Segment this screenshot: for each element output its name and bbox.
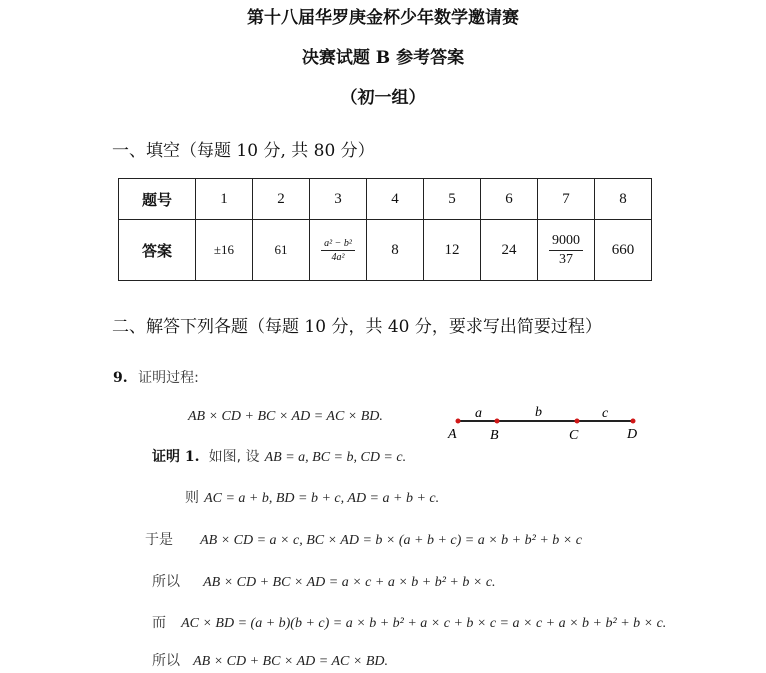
fraction-numerator: a² − b² [321, 238, 355, 251]
answer-1: ±16 [196, 220, 253, 281]
answer-6: 24 [481, 220, 538, 281]
question-number: 3 [310, 179, 367, 220]
proof-math: AC × BD = (a + b)(b + c) = a × b + b² + a × c + b × c = a × c + a × b + b² + b × c. [181, 616, 667, 631]
proof-math: AB × CD + BC × AD = a × c + a × b + b² + b × c. [203, 575, 496, 590]
problem-number: 9. [113, 370, 128, 386]
segment-label-c: c [602, 406, 609, 421]
table-row [119, 220, 652, 281]
proof-line-4 [152, 571, 496, 591]
proof-word: 于是 [145, 532, 173, 548]
question-number: 7 [538, 179, 595, 220]
answer-2: 61 [253, 220, 310, 281]
proof-line-1 [152, 446, 406, 466]
point-label-d: D [627, 427, 638, 442]
point-c [575, 419, 580, 424]
proof-line-3 [145, 529, 582, 549]
proof-text: 如图, 设 [208, 449, 260, 465]
proof-label: 证明 1. [152, 449, 200, 465]
point-d [631, 419, 636, 424]
answer-table [118, 178, 652, 281]
proof-word: 则 [185, 490, 199, 506]
fraction-numerator: 9000 [549, 233, 583, 251]
problem-label: 证明过程: [138, 370, 199, 386]
answer-4: 8 [367, 220, 424, 281]
proof-word: 所以 [152, 574, 180, 590]
row-label-answer: 答案 [119, 220, 196, 281]
proof-math: AB × CD + BC × AD = AC × BD. [193, 654, 388, 669]
section-2-heading: 二、解答下列各题（每题 10 分，共 40 分，要求写出简要过程） [112, 317, 602, 337]
page-subtitle: 决赛试题 B 参考答案 [301, 48, 465, 68]
page-title: 第十八届华罗庚金杯少年数学邀请赛 [247, 8, 519, 28]
segment-figure [440, 398, 655, 446]
proof-math: AC = a + b, BD = b + c, AD = a + b + c. [204, 491, 440, 506]
question-number: 4 [367, 179, 424, 220]
point-b [495, 419, 500, 424]
proof-line-5 [152, 612, 666, 632]
answer-8: 660 [595, 220, 652, 281]
problem-statement: AB × CD + BC × AD = AC × BD. [188, 409, 383, 424]
problem-9-header [113, 367, 199, 387]
table-row [119, 179, 652, 220]
point-label-c: C [569, 428, 579, 443]
proof-word: 所以 [152, 653, 180, 669]
point-label-a: A [448, 427, 457, 442]
proof-math: AB = a, BC = b, CD = c. [264, 450, 407, 465]
point-a [456, 419, 461, 424]
group-label: （初一组） [340, 88, 426, 108]
row-label-number: 题号 [119, 179, 196, 220]
answer-7-fraction [549, 233, 583, 268]
fraction-denominator: 37 [559, 251, 573, 267]
proof-line-2 [185, 487, 439, 507]
section-1-heading: 一、填空（每题 10 分, 共 80 分） [112, 141, 375, 161]
answer-7 [538, 220, 595, 281]
proof-word: 而 [152, 615, 166, 631]
proof-line-6 [152, 650, 388, 670]
segment-label-a: a [475, 406, 482, 421]
answer-5: 12 [424, 220, 481, 281]
answer-3-fraction [321, 238, 355, 263]
question-number: 2 [253, 179, 310, 220]
proof-math: AB × CD = a × c, BC × AD = b × (a + b + c) = a × b + b² + b × c [200, 533, 582, 548]
segment-label-b: b [535, 405, 542, 420]
question-number: 5 [424, 179, 481, 220]
fraction-denominator: 4a² [331, 251, 345, 263]
answer-3 [310, 220, 367, 281]
point-label-b: B [490, 428, 499, 443]
question-number: 1 [196, 179, 253, 220]
question-number: 8 [595, 179, 652, 220]
question-number: 6 [481, 179, 538, 220]
